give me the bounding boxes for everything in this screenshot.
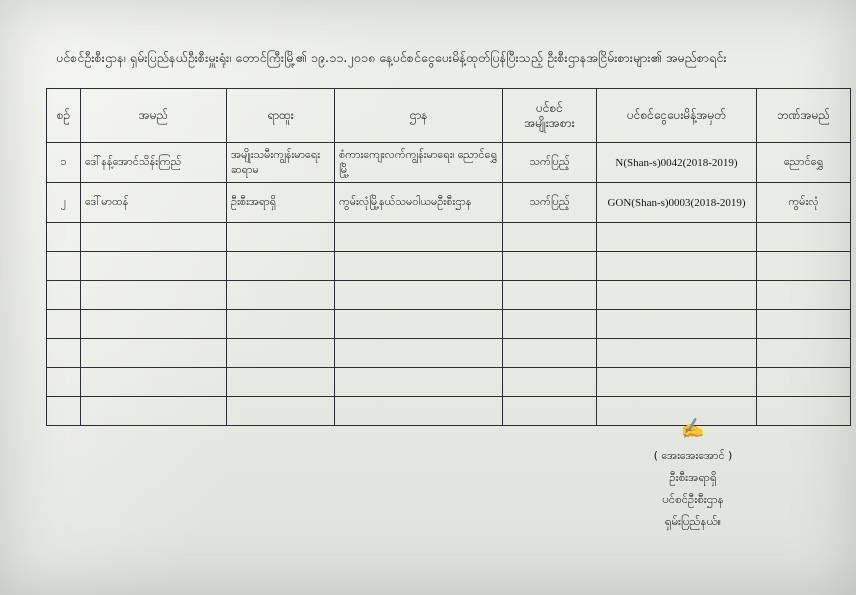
cell-no: [47, 368, 81, 397]
cell-order-no: GON(Shan-s)0003(2018-2019): [597, 183, 757, 223]
column-header-budget: ဘဏ်အမည်: [757, 89, 851, 143]
cell-rank: [227, 310, 335, 339]
cell-rank: [227, 397, 335, 426]
signature-icon: ✍: [679, 416, 707, 442]
cell-rank: [227, 252, 335, 281]
cell-place: [335, 368, 503, 397]
table-body: [47, 143, 851, 426]
pension-type-line2: အမျိုးအစား: [524, 115, 575, 130]
table-row: [47, 223, 851, 252]
pension-table: [46, 88, 851, 426]
cell-budget: [757, 339, 851, 368]
cell-rank: ဦးစီးအရာရှိ: [227, 183, 335, 223]
cell-place: [335, 397, 503, 426]
page-title: ပင်စင်ဦးစီးဌာန၊ ရှမ်းပြည်နယ်ဦးစီးမှူးရုံး၊ တောင်ကြီးမြို့၏ ၁၉.၁၁.၂၀၁၈ နေ့ပင်စင်ငွေပေးမိန့်ထုတ်ပြန်ပြီးသည့် ဦးစီးဌာနအငြိမ်းစားများ၏ အမည်စာရင်း: [56, 50, 727, 65]
cell-order-no: N(Shan-s)0042(2018-2019): [597, 143, 757, 183]
column-header-name: အမည်: [81, 89, 227, 143]
cell-no: [47, 281, 81, 310]
table-header: [47, 89, 851, 143]
cell-order-no: [597, 223, 757, 252]
cell-place: [335, 252, 503, 281]
cell-pension-type: [503, 310, 597, 339]
cell-name: ဒေါ်နန့်အောင်သိန်းကြည်: [81, 143, 227, 183]
cell-order-no: [597, 281, 757, 310]
cell-no: ၁: [47, 143, 81, 183]
cell-name: [81, 310, 227, 339]
cell-place: [335, 281, 503, 310]
cell-name: [81, 368, 227, 397]
signature-block: [588, 416, 798, 532]
column-header-no: စဉ်: [47, 89, 81, 143]
signature-title: ဦးစီးအရာရှိ: [669, 469, 717, 484]
cell-no: [47, 397, 81, 426]
cell-rank: [227, 368, 335, 397]
cell-place: [335, 310, 503, 339]
table-row: [47, 252, 851, 281]
cell-budget: [757, 281, 851, 310]
column-header-order-no: ပင်စင်ငွေပေးမိန့်အမှတ်: [597, 89, 757, 143]
cell-rank: [227, 281, 335, 310]
cell-order-no: [597, 368, 757, 397]
cell-no: [47, 310, 81, 339]
cell-name: [81, 339, 227, 368]
cell-pension-type: [503, 397, 597, 426]
cell-pension-type: [503, 252, 597, 281]
column-header-rank: ရာထူး: [227, 89, 335, 143]
cell-pension-type: [503, 223, 597, 252]
pension-type-line1: ပင်စင်: [536, 100, 563, 115]
cell-budget: [757, 252, 851, 281]
cell-place: [335, 339, 503, 368]
cell-pension-type: သက်ပြည့်: [503, 143, 597, 183]
cell-name: [81, 281, 227, 310]
signature-department: ပင်စင်ဦးစီးဌာန: [662, 491, 724, 506]
cell-no: [47, 252, 81, 281]
cell-pension-type: [503, 281, 597, 310]
signature-name: ( အေးအေးအောင် ): [653, 449, 733, 462]
cell-name: [81, 397, 227, 426]
cell-pension-type: သက်ပြည့်: [503, 183, 597, 223]
cell-budget: [757, 368, 851, 397]
table-row: [47, 281, 851, 310]
cell-order-no: [597, 310, 757, 339]
cell-budget: ကွမ်းလုံ: [757, 183, 851, 223]
cell-name: ဒေါ်မာထန်: [81, 183, 227, 223]
cell-no: [47, 339, 81, 368]
cell-no: ၂: [47, 183, 81, 223]
cell-budget: [757, 310, 851, 339]
cell-budget: [757, 223, 851, 252]
cell-rank: [227, 223, 335, 252]
table-row: [47, 143, 851, 183]
cell-name: [81, 223, 227, 252]
column-header-place: ဌာန: [335, 89, 503, 143]
cell-pension-type: [503, 339, 597, 368]
table-row: [47, 339, 851, 368]
cell-place: [335, 223, 503, 252]
table-header-row: [47, 89, 851, 143]
cell-place: စံကားကျေးလက်ကျွန်းမာရေး၊ ညောင်ရွှေမြို့: [335, 143, 503, 183]
cell-rank: အမျိုးသမီးကျွန်းမာရေး ဆရာမ: [227, 143, 335, 183]
cell-rank: [227, 339, 335, 368]
cell-pension-type: [503, 368, 597, 397]
cell-budget: ညောင်ရွှေ: [757, 143, 851, 183]
table-row: [47, 368, 851, 397]
table-row: [47, 183, 851, 223]
cell-order-no: [597, 339, 757, 368]
table-row: [47, 310, 851, 339]
cell-place: ကွမ်းလုံမြို့နယ်သမဝါယမဦးစီးဌာန: [335, 183, 503, 223]
cell-no: [47, 223, 81, 252]
cell-order-no: [597, 252, 757, 281]
column-header-pension-type: [503, 89, 597, 143]
cell-name: [81, 252, 227, 281]
signature-region: ရှမ်းပြည်နယ်။: [664, 513, 722, 528]
